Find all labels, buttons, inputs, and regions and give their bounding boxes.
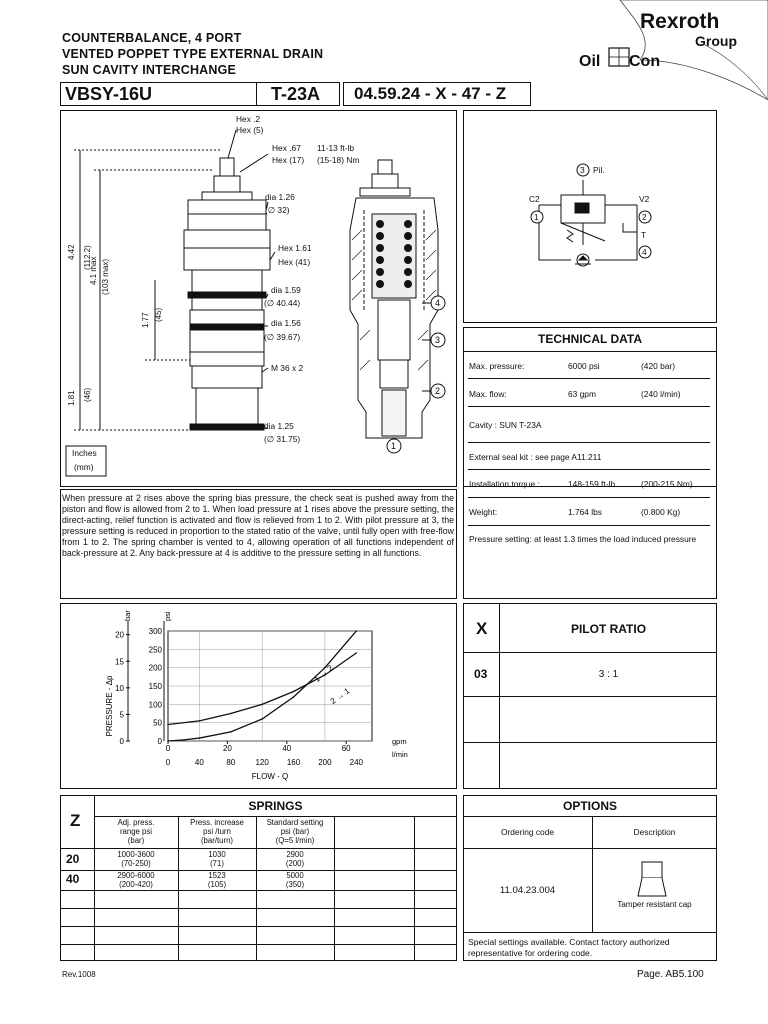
y-unit-bar: bar [123, 610, 132, 621]
option-code: 11.04.23.004 [499, 885, 556, 896]
x-tick-lmin: 0 [165, 758, 171, 767]
brand-group: Group [695, 33, 737, 49]
svg-text:Hex 1.61: Hex 1.61 [278, 243, 312, 253]
torque-ftlb: 148-159 ft-lb [568, 479, 616, 489]
spring-row-20-inc: 1030 (71) [208, 850, 226, 868]
y-tick-bar: 5 [119, 710, 124, 720]
x-tick-lmin: 40 [194, 758, 204, 767]
x-tick-lmin: 240 [349, 758, 363, 767]
max-flow-gpm: 63 gpm [568, 389, 596, 399]
series-1-point [167, 740, 169, 742]
svg-text:Hex .67: Hex .67 [272, 143, 301, 153]
y-unit-psi: psi [163, 611, 172, 621]
svg-text:dia 1.25: dia 1.25 [264, 421, 294, 431]
series-2-point [199, 720, 201, 722]
y-tick-psi: 150 [148, 682, 162, 691]
title-line-3: SUN CAVITY INTERCHANGE [62, 63, 237, 77]
title-block [62, 30, 323, 78]
options-description-label: Description [633, 827, 676, 837]
svg-text:Hex (41): Hex (41) [278, 257, 311, 267]
svg-text:Hex (5): Hex (5) [236, 125, 264, 135]
svg-text:dia 1.56: dia 1.56 [271, 318, 301, 328]
pressure-setting-note: Pressure setting: at least 1.3 times the load induced pressure [469, 534, 697, 544]
title-line-2: VENTED POPPET TYPE EXTERNAL DRAIN [62, 47, 324, 61]
svg-text:V2: V2 [639, 194, 650, 204]
series-2-point [293, 691, 295, 693]
svg-text:4: 4 [642, 247, 647, 257]
oilcon-text-2: Con [629, 53, 661, 70]
svg-text:dia 1.26: dia 1.26 [265, 192, 295, 202]
svg-text:(45): (45) [154, 307, 163, 322]
spring-row-40-std: 5000 (350) [285, 871, 305, 889]
svg-text:(46): (46) [83, 387, 92, 402]
svg-text:1.77: 1.77 [141, 312, 150, 328]
svg-text:1.81: 1.81 [67, 390, 76, 406]
x-tick-lmin: 120 [255, 758, 269, 767]
max-pressure-bar: (420 bar) [641, 361, 675, 371]
x-tick-lmin: 160 [286, 758, 301, 767]
revision: Rev.1008 [62, 970, 96, 979]
series-1-point [261, 718, 263, 720]
y-tick-bar: 0 [119, 737, 124, 746]
series-1-point [199, 737, 201, 739]
svg-text:(15-18) Nm: (15-18) Nm [317, 155, 360, 165]
y-tick-psi: 0 [157, 737, 162, 746]
model-box [60, 82, 257, 106]
svg-text:dia 1.59: dia 1.59 [271, 285, 301, 295]
svg-text:11-13 ft-lb: 11-13 ft-lb [317, 143, 355, 153]
svg-text:Hex .2: Hex .2 [236, 114, 261, 124]
valve-drawing [60, 110, 457, 487]
torque-nm: (200-215 Nm) [641, 479, 693, 489]
svg-text:M 36 x 2: M 36 x 2 [271, 363, 304, 373]
svg-text:2: 2 [642, 212, 647, 222]
series-1-point [183, 739, 185, 741]
svg-text:3: 3 [580, 165, 585, 175]
max-pressure-psi: 6000 psi [568, 361, 600, 371]
svg-text:4.42: 4.42 [67, 244, 76, 260]
series-2-point [167, 724, 169, 726]
technical-data-title: TECHNICAL DATA [538, 332, 642, 346]
series-1-point [230, 731, 232, 733]
tamper-cap-icon [636, 860, 668, 900]
page-number: Page. AB5.100 [637, 969, 704, 980]
cavity-code: T-23A [271, 83, 321, 104]
pilot-ratio-value: 3 : 1 [598, 669, 619, 680]
spring-row-20-range: 1000-3600 (70-250) [117, 850, 155, 868]
description-text: When pressure at 2 rises above the spring bias pressure, the check seat is pushed away from the piston and flow is allowed from 2 to 1. When load pressure at 1 rises above the pressure setting, the direct-acting, relief function is activated and flow is relieved from 1 to 2. With pilot pressure at 3, the pressure setting is reduced in proportion to the stated ratio of the valve, until fully open with free-flow from 1 to 2. The spring chamber is vented to 4, allowing operation of all functions independent of back-pressure at 2. Any back-pressure at 4 is additive to the pressure setting in all functions. [62, 493, 454, 558]
technical-data-frame [463, 327, 717, 599]
order-code-box [343, 82, 531, 106]
option-description: Tamper resistant cap [617, 900, 692, 909]
svg-text:3: 3 [435, 335, 441, 345]
options-ordering-code-label: Ordering code [500, 827, 555, 837]
svg-text:Inches: Inches [72, 448, 97, 458]
pilot-ratio-title: PILOT RATIO [570, 622, 647, 636]
series-2-point [261, 704, 263, 706]
series-2-label: 2 → 1 [328, 686, 352, 706]
brand-logo [565, 0, 768, 100]
series-1-point [356, 630, 358, 632]
pilot-x-label: X [476, 619, 488, 638]
hydraulic-schematic [463, 110, 717, 323]
seal-kit-info: External seal kit : see page A11.211 [469, 452, 602, 462]
x-tick-lmin: 200 [318, 758, 332, 767]
series-2-point [230, 713, 232, 715]
y-tick-bar: 15 [115, 657, 124, 667]
max-flow-label: Max. flow: [469, 389, 507, 399]
svg-text:Pil.: Pil. [593, 165, 605, 175]
series-1-label: 1 → 2 [312, 663, 335, 684]
svg-text:1: 1 [534, 212, 539, 222]
y-tick-psi: 200 [148, 663, 162, 673]
torque-label: Installation torque : [469, 479, 540, 489]
order-code: 04.59.24 - X - 47 - Z [354, 84, 507, 103]
svg-text:2: 2 [435, 386, 441, 396]
weight-lbs: 1.764 lbs [568, 507, 602, 517]
pilot-ratio-code: 03 [474, 667, 488, 681]
springs-title: SPRINGS [248, 799, 303, 813]
weight-kg: (0.800 Kg) [641, 507, 681, 517]
spring-row-40-inc: 1523 (105) [207, 871, 227, 889]
options-note: Special settings available. Contact factory authorized representative for ordering code. [468, 937, 670, 958]
cavity-info: Cavity : SUN T-23A [469, 420, 542, 430]
x-unit-gpm: gpm [392, 737, 407, 746]
spring-row-20-code: 20 [66, 852, 80, 866]
y-tick-bar: 10 [115, 683, 124, 693]
x-tick-gpm: 60 [341, 744, 351, 753]
max-flow-lmin: (240 l/min) [641, 389, 681, 399]
svg-text:T: T [641, 230, 647, 240]
weight-label: Weight: [469, 507, 498, 517]
series-1-point [293, 696, 295, 698]
x-axis-label: FLOW - Q [251, 772, 289, 781]
svg-text:(∅ 31.75): (∅ 31.75) [264, 434, 301, 444]
springs-z-label: Z [70, 811, 81, 830]
svg-text:C2: C2 [529, 194, 540, 204]
svg-text:1: 1 [391, 441, 397, 451]
y-axis-label: PRESSURE - Δp [105, 675, 114, 737]
spring-row-20-std: 2900 (200) [285, 850, 305, 868]
x-tick-gpm: 20 [222, 744, 232, 753]
cavity-box [256, 82, 340, 106]
y-tick-bar: 20 [115, 630, 124, 640]
y-tick-psi: 250 [148, 645, 162, 655]
brand-name: Rexroth [640, 10, 720, 33]
svg-text:(∅ 40.44): (∅ 40.44) [264, 298, 301, 308]
svg-text:4: 4 [435, 298, 441, 308]
springs-col-standard: Standard setting psi (bar) (Q=5 l/min) [266, 818, 324, 845]
oilcon-text-1: Oil [579, 53, 601, 70]
model-code: VBSY-16U [65, 83, 153, 104]
springs-col-range: Adj. press. range psi (bar) [117, 818, 155, 845]
max-pressure-label: Max. pressure: [469, 361, 525, 371]
x-unit-lmin: l/min [392, 750, 408, 759]
svg-text:(∅ 39.67): (∅ 39.67) [264, 332, 301, 342]
y-tick-psi: 100 [148, 700, 162, 710]
svg-text:(mm): (mm) [74, 462, 94, 472]
series-2-point [356, 652, 358, 654]
y-tick-psi: 50 [153, 718, 162, 728]
y-tick-psi: 300 [148, 627, 162, 636]
svg-text:Hex (17): Hex (17) [272, 155, 305, 165]
x-tick-gpm: 0 [165, 744, 171, 753]
x-tick-lmin: 80 [226, 758, 236, 767]
svg-text:(103 max): (103 max) [101, 258, 110, 295]
spring-row-40-code: 40 [66, 872, 80, 886]
svg-text:(∅ 32): (∅ 32) [265, 205, 290, 215]
springs-col-increase: Press. increase psi /turn (bar/turn) [190, 818, 244, 845]
spring-row-40-range: 2900-6000 (200-420) [117, 871, 155, 889]
pressure-flow-chart [60, 603, 457, 789]
x-tick-gpm: 40 [282, 744, 292, 753]
options-title: OPTIONS [562, 799, 617, 813]
title-line-1: COUNTERBALANCE, 4 PORT [62, 31, 242, 45]
svg-text:4.1 max: 4.1 max [89, 256, 98, 285]
svg-text:(112.2): (112.2) [83, 245, 92, 270]
